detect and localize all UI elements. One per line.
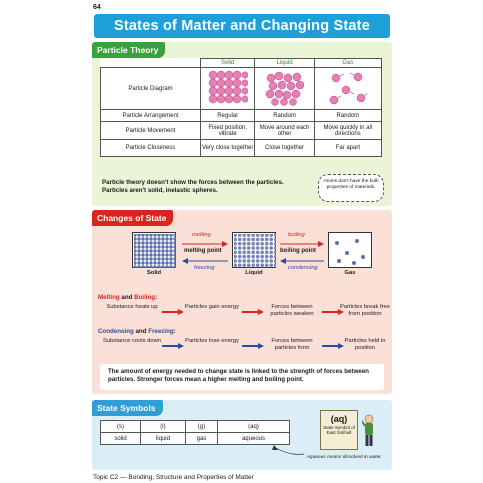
boiling-arrow-icon (280, 241, 324, 247)
arrow-right-icon (162, 309, 184, 315)
liquid-particle-diagram (255, 68, 314, 110)
flow-step: Particles break free from position (340, 304, 390, 317)
particle-theory-note: Particle theory doesn't show the forces between the particles. Particles aren't solid, inelastic spheres. (102, 179, 284, 194)
condensing-label: condensing (288, 265, 318, 271)
melting-arrow-icon (182, 241, 228, 247)
row-label: Particle Movement (101, 122, 201, 140)
page-title: States of Matter and Changing State (94, 14, 390, 38)
person-figure-icon (362, 414, 376, 448)
gas-particle-diagram (314, 68, 381, 110)
arrow-right-icon (242, 343, 264, 349)
flow-step: Substance heats up (106, 304, 158, 310)
meaning-cell: liquid (140, 433, 185, 445)
liquid-movement: Move around each other (255, 122, 314, 140)
meaning-cell: solid (101, 433, 141, 445)
flow-step: Particles lose energy (185, 338, 239, 344)
meaning-cell: gas (185, 433, 217, 445)
gas-closeness: Far apart (314, 140, 381, 157)
row-label: Particle Closeness (101, 140, 201, 157)
melting-label: melting (192, 232, 211, 238)
condensing-arrow-icon (280, 258, 324, 264)
solid-closeness: Very close together (201, 140, 255, 157)
meaning-cell: aqueous (217, 433, 289, 445)
flow-step: Forces between particles form (271, 338, 313, 351)
condensing-freezing-flow (102, 338, 388, 356)
liquid-arrangement: Random (255, 110, 314, 122)
liquid-closeness: Close together (255, 140, 314, 157)
aqueous-note: Aqueous means dissolved in water. (306, 455, 382, 460)
condensing-freezing-title: Condensing and Freezing: (98, 328, 176, 335)
particle-theory-section (92, 42, 392, 206)
state-diagram (92, 232, 392, 292)
changes-of-state-section (92, 210, 392, 394)
flow-step: Particles held in position (344, 338, 386, 351)
melting-boiling-title: Melting and Boiling: (98, 294, 158, 301)
solid-label: Solid (146, 270, 162, 276)
flow-step: Forces between particles weaken (270, 304, 314, 317)
column-solid: Solid (201, 59, 255, 68)
symbol-cell: (l) (140, 421, 185, 433)
gas-box (328, 232, 372, 268)
gas-movement: Move quickly in all directions (314, 122, 381, 140)
energy-note: The amount of energy needed to change state is linked to the strength of forces between particles. Stronger forces mean a higher melting and boiling point. (100, 364, 384, 390)
atoms-callout: Atoms don't have the bulk properties of materials. (318, 174, 384, 202)
column-gas: Gas (314, 59, 381, 68)
liquid-box (232, 232, 276, 268)
gas-label: Gas (344, 270, 356, 276)
page-number: 64 (93, 4, 101, 11)
freezing-arrow-icon (182, 258, 228, 264)
state-symbols-tab: State Symbols (92, 400, 163, 416)
changes-of-state-tab: Changes of State (92, 210, 173, 226)
particle-theory-table (100, 58, 382, 157)
symbol-cell: (g) (185, 421, 217, 433)
column-liquid: Liquid (255, 59, 314, 68)
state-symbols-section (92, 400, 392, 470)
row-label: Particle Arrangement (101, 110, 201, 122)
state-symbols-table (100, 420, 290, 445)
symbol-cell: (aq) (217, 421, 289, 433)
melting-boiling-flow (102, 304, 388, 322)
boiling-label: boiling (288, 232, 305, 238)
arrow-right-icon (162, 343, 184, 349)
flow-step: Particles gain energy (184, 304, 240, 310)
freezing-label: freezing (194, 265, 215, 271)
solid-box (132, 232, 176, 268)
footer: Topic C2 — Bonding, Structure and Properties of Matter (93, 474, 254, 481)
row-label: Particle Diagram (101, 68, 201, 110)
melting-point-label: melting point (184, 248, 222, 254)
aq-sign: (aq) State Symbol of East Solihull (320, 410, 358, 450)
solid-particle-diagram (201, 68, 255, 110)
particle-theory-tab: Particle Theory (92, 42, 165, 58)
gas-arrangement: Random (314, 110, 381, 122)
solid-movement: Fixed position, vibrate (201, 122, 255, 140)
symbol-cell: (s) (101, 421, 141, 433)
boiling-point-label: boiling point (280, 248, 316, 254)
arrow-right-icon (242, 309, 264, 315)
flow-step: Substance cools down (102, 338, 161, 344)
liquid-label: Liquid (245, 270, 263, 276)
solid-arrangement: Regular (201, 110, 255, 122)
